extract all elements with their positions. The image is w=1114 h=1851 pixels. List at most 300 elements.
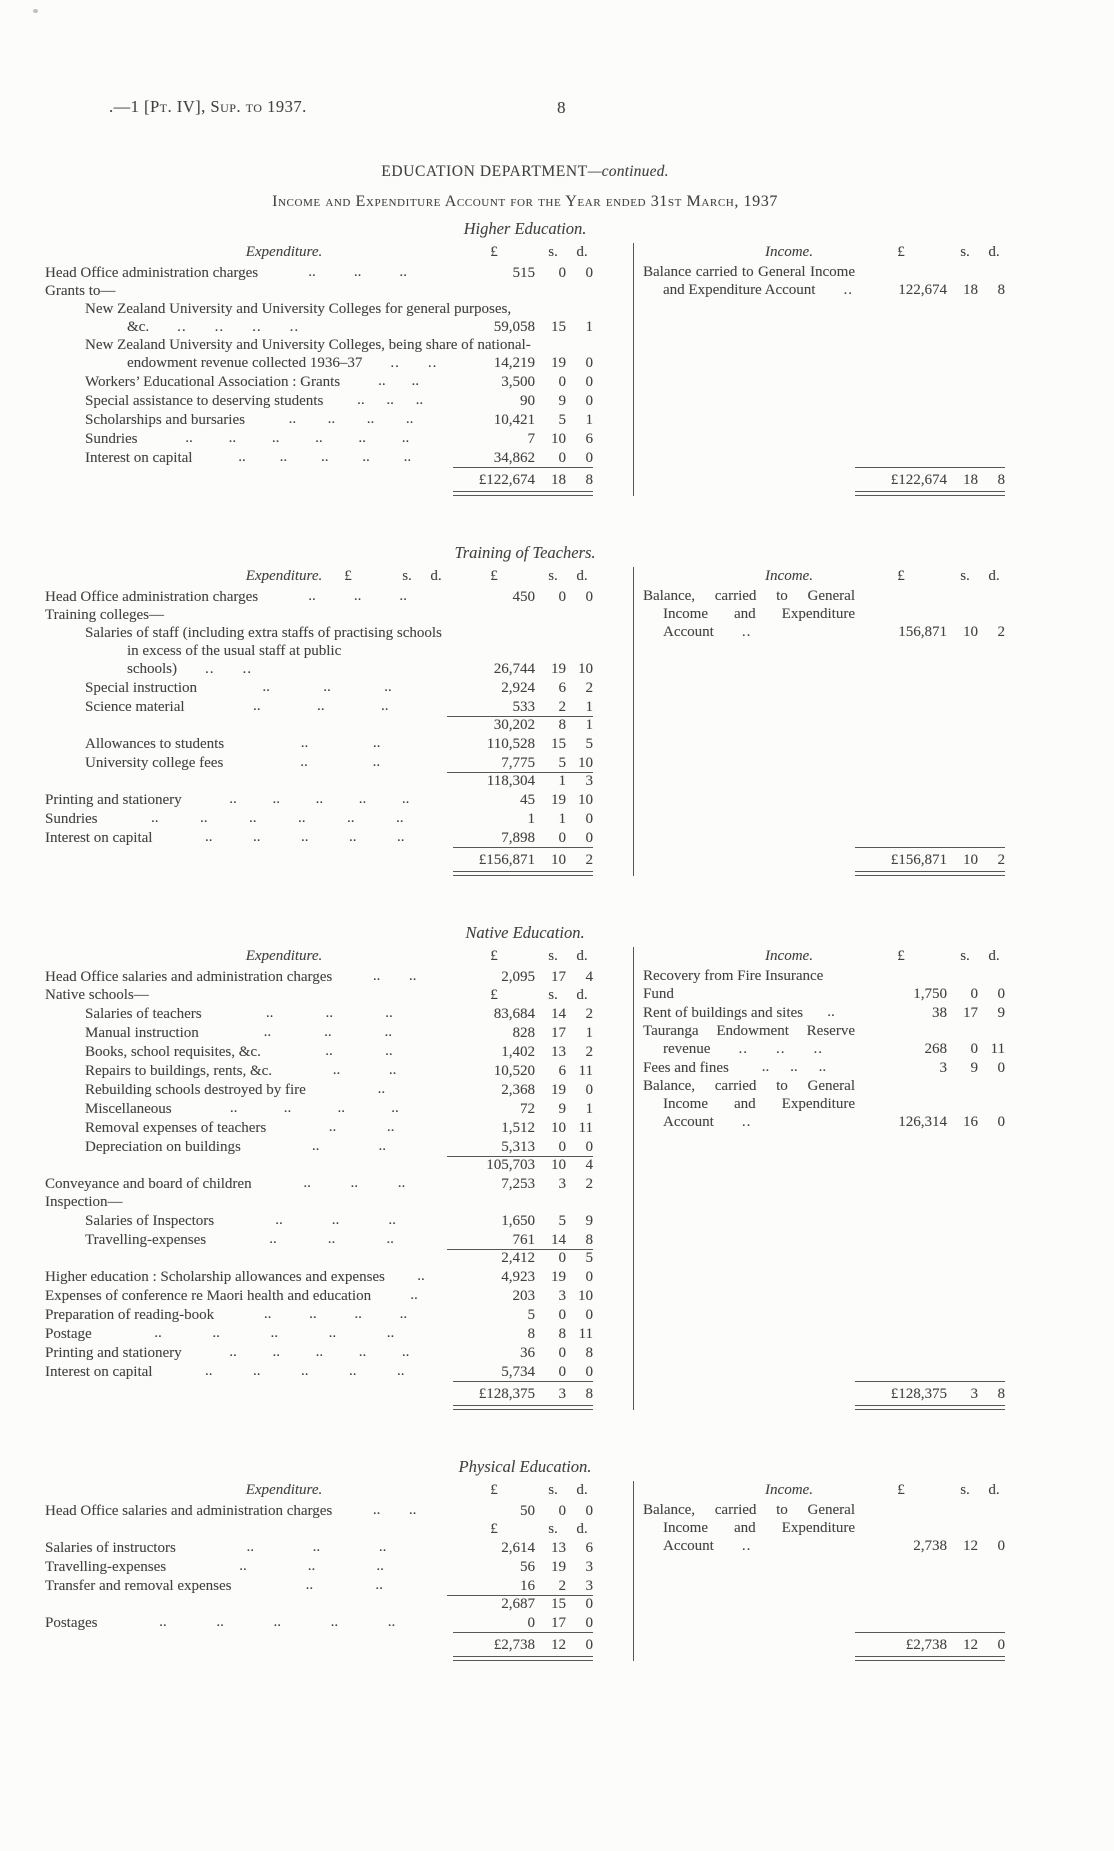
dot-leader: ..: [275, 1212, 283, 1228]
subtotal-rule: [447, 1156, 593, 1157]
money-amount: [453, 1043, 593, 1061]
amount-shillings: 0: [558, 1250, 566, 1266]
dot-leaders: [92, 1324, 453, 1343]
expenditure-row: [45, 1501, 593, 1520]
dot-leaders: [214, 1211, 453, 1230]
dot-leader: ..: [200, 810, 208, 826]
dot-leader: ..: [228, 430, 237, 446]
money-amount: [453, 1595, 593, 1613]
amount-shillings: 9: [558, 393, 566, 409]
amount-pence: 4: [585, 1157, 593, 1173]
row-label-cell: [45, 391, 453, 410]
dot-leader: ..: [185, 430, 193, 446]
dot-leader: ..: [279, 449, 288, 465]
expenditure-row: [45, 967, 593, 986]
dot-leader: ..: [154, 1325, 162, 1341]
subtotal-rule: [447, 1595, 593, 1596]
expenditure-row: [45, 1156, 593, 1174]
amount-shillings: 1: [558, 773, 566, 789]
money-cell: [453, 1231, 593, 1249]
amount-pence: 3: [585, 773, 593, 789]
row-label: Inspection—: [45, 1194, 123, 1210]
money-cell: [453, 1520, 593, 1538]
row-label-cell: [45, 697, 453, 716]
dot-leader: ..: [813, 1041, 823, 1057]
money-amount: [453, 791, 593, 809]
expenditure-label: Expenditure.: [245, 568, 323, 584]
total-row: [45, 467, 593, 496]
dot-leader: ..: [399, 264, 407, 280]
money-cell: [453, 735, 593, 753]
amount-pence: 3: [585, 1559, 593, 1575]
amount-shillings: 13: [551, 1044, 566, 1060]
dot-leaders: [202, 1004, 453, 1023]
amount-pounds: £128,375: [890, 1386, 947, 1402]
double-rule: [855, 491, 1005, 496]
expenditure-row: [45, 697, 593, 716]
money-amount: [453, 1081, 593, 1099]
expenditure-row: [45, 1305, 593, 1324]
pence-header: d.: [576, 568, 588, 584]
pounds-header: £: [490, 244, 498, 260]
amount-shillings: 18: [551, 472, 566, 488]
money-cell: [453, 1062, 593, 1080]
money-cell: [855, 623, 1005, 641]
money-column-headers: [453, 567, 593, 585]
amount-shillings: 0: [970, 986, 978, 1002]
pence-header: d.: [430, 568, 442, 584]
money-amount: [855, 1113, 1005, 1131]
money-amount: [855, 623, 1005, 641]
money-amount: [453, 1325, 593, 1343]
dot-leader: ..: [384, 679, 392, 695]
row-label: Tauranga Endowment Reserve revenue: [643, 1023, 855, 1057]
dot-leader: ..: [312, 1539, 321, 1555]
money-amount: [855, 1040, 1005, 1058]
money-cell: [453, 1119, 593, 1137]
dot-leaders: [258, 587, 453, 606]
expenditure-row: [45, 448, 593, 467]
money-column-headers: [453, 243, 593, 261]
money-amount: [855, 847, 1005, 871]
money-cell: [453, 791, 593, 809]
dot-leader: ..: [399, 1306, 408, 1322]
dot-leader: ..: [242, 661, 252, 677]
amount-shillings: 6: [558, 1063, 566, 1079]
expenditure-row: [45, 1099, 593, 1118]
expenditure-row: [45, 1230, 593, 1249]
money-column-headers: [453, 1481, 593, 1499]
amount-pence: 1: [585, 717, 593, 733]
dot-leader: ..: [408, 1502, 417, 1518]
pence-header: d.: [576, 948, 588, 964]
dot-leaders: [231, 1576, 453, 1595]
expenditure-row: [45, 1267, 593, 1286]
amount-shillings: 3: [970, 1386, 978, 1402]
amount-shillings: 9: [558, 1101, 566, 1117]
amount-pounds: 1,512: [501, 1120, 535, 1136]
row-label: Conveyance and board of children: [45, 1176, 252, 1192]
total-row: [643, 1632, 1005, 1661]
money-cell: [453, 588, 593, 606]
expenditure-row: [45, 1576, 593, 1595]
amount-pence: 0: [997, 1538, 1005, 1554]
dot-leader: ..: [388, 1212, 396, 1228]
money-amount: [855, 1537, 1005, 1555]
amount-pounds: 7: [527, 431, 535, 447]
amount-pence: 2: [585, 1176, 593, 1192]
amount-pounds: 5: [527, 1307, 535, 1323]
money-amount: [453, 1502, 593, 1520]
amount-pounds: 5,734: [501, 1364, 535, 1380]
amount-shillings: 0: [558, 265, 566, 281]
row-label: Balance, carried to General Income and Expenditure Account: [643, 588, 855, 640]
dot-leaders: [332, 1501, 453, 1520]
shillings-header: s.: [548, 244, 558, 260]
dot-leaders: [332, 967, 453, 986]
income-label: Income.: [765, 244, 813, 260]
dot-leader: ..: [354, 1306, 362, 1322]
total-amount: [855, 847, 1005, 876]
money-amount: [453, 1306, 593, 1324]
row-label: University college fees: [85, 755, 224, 771]
money-cell: [453, 1024, 593, 1042]
pounds-header: £: [897, 1482, 905, 1498]
amount-pounds: 38: [932, 1005, 947, 1021]
row-label: Depreciation on buildings: [85, 1139, 241, 1155]
amount-pounds: 90: [520, 393, 535, 409]
amount-pounds: 828: [512, 1025, 535, 1041]
row-label-cell: [45, 753, 453, 772]
amount-pence: 9: [997, 1005, 1005, 1021]
money-header-cell: [453, 567, 593, 585]
money-amount: [855, 985, 1005, 1003]
amount-shillings: 0: [558, 1307, 566, 1323]
dot-leaders: [261, 1042, 453, 1061]
dot-leader: ..: [372, 754, 381, 770]
spacer: [45, 467, 453, 496]
dot-leader: ..: [401, 1344, 410, 1360]
expenditure-row: [45, 1042, 593, 1061]
money-amount: [453, 318, 593, 336]
amount-pence: 4: [585, 969, 593, 985]
section-title: Physical Education.: [458, 1457, 592, 1476]
dot-leader: ..: [300, 1363, 309, 1379]
section-native-education: [45, 924, 1005, 1410]
pounds-header: £: [490, 1482, 498, 1498]
expenditure-header: [45, 947, 593, 965]
row-label: Sundries: [45, 811, 98, 827]
account-higher-education: [45, 243, 1005, 496]
total-row: [643, 847, 1005, 876]
money-amount: [453, 1363, 593, 1381]
amount-pounds: 1,750: [913, 986, 947, 1002]
section-title: Native Education.: [465, 923, 585, 942]
amount-shillings: 16: [963, 1114, 978, 1130]
money-cell: [453, 1100, 593, 1118]
amount-pounds: 105,703: [486, 1157, 535, 1173]
dot-leader: ..: [309, 1306, 317, 1322]
amount-shillings: 12: [963, 1538, 978, 1554]
amount-pence: 0: [585, 1307, 593, 1323]
amount-pence: 8: [997, 1386, 1005, 1402]
row-label: Manual instruction: [85, 1025, 199, 1041]
spacer: [643, 1632, 855, 1661]
money-amount: [453, 1249, 593, 1267]
dot-leaders: [241, 1137, 453, 1156]
income-header: [643, 1481, 1005, 1499]
amount-pence: 0: [997, 1637, 1005, 1653]
row-label: Recovery from Fire Insurance Fund: [643, 968, 824, 1002]
row-label: Expenses of conference re Maori health and education: [45, 1288, 372, 1304]
amount-pence: 0: [585, 1139, 593, 1155]
dot-leader: ..: [246, 1539, 254, 1555]
money-cell: [453, 430, 593, 448]
money-cell: [453, 1212, 593, 1230]
row-label: Head Office salaries and administration charges: [45, 969, 333, 985]
pounds-header: £: [490, 987, 498, 1003]
amount-pounds: 83,684: [493, 1006, 535, 1022]
money-cell: [855, 281, 1005, 299]
row-label-cell: [45, 1557, 453, 1576]
income-pane: [633, 243, 1005, 496]
dot-leader: ..: [397, 1175, 406, 1191]
row-label: Miscellaneous: [85, 1101, 172, 1117]
amount-pounds: 72: [520, 1101, 535, 1117]
amount-shillings: 10: [551, 852, 566, 868]
dot-leaders: [258, 263, 453, 282]
pence-header: d.: [988, 948, 1000, 964]
income-pane: [633, 567, 1005, 876]
money-cell: [453, 1363, 593, 1381]
row-label-cell: [45, 429, 453, 448]
dot-leader: ..: [151, 810, 159, 826]
amount-pence: 0: [585, 589, 593, 605]
money-column-headers: [855, 1481, 1005, 1499]
row-label-cell: [45, 734, 453, 753]
dot-leader: ..: [324, 1024, 332, 1040]
double-rule: [453, 1405, 593, 1410]
amount-shillings: 19: [551, 1559, 566, 1575]
money-header-cell: [855, 567, 1005, 585]
row-label-cell: [45, 624, 453, 678]
money-cell: [855, 1113, 1005, 1131]
amount-pounds: 2,368: [501, 1082, 535, 1098]
money-amount: [453, 1100, 593, 1118]
double-rule: [453, 491, 593, 496]
row-label-cell: [643, 1003, 855, 1022]
amount-pounds: 7,253: [501, 1176, 535, 1192]
dot-leader: ..: [375, 1577, 383, 1593]
amount-shillings: 10: [963, 852, 978, 868]
row-label: Balance, carried to General Income and Expenditure Account: [643, 1502, 855, 1554]
money-amount: [453, 735, 593, 753]
amount-shillings: 0: [970, 1041, 978, 1057]
row-label: Training colleges—: [45, 607, 165, 623]
section-title: Higher Education.: [463, 219, 587, 238]
pence-header: d.: [576, 987, 588, 1003]
pounds-header: £: [344, 568, 352, 584]
report-reference: .—1 [Pt. IV], Sup. to 1937.: [109, 97, 307, 116]
amount-shillings: 14: [551, 1006, 566, 1022]
dot-leader: ..: [229, 1100, 238, 1116]
dot-leader: ..: [288, 411, 297, 427]
amount-shillings: 19: [551, 792, 566, 808]
amount-shillings: 19: [551, 355, 566, 371]
dot-leaders: [192, 448, 453, 467]
double-rule: [855, 1656, 1005, 1661]
amount-pounds: 2,412: [501, 1250, 535, 1266]
money-cell: [453, 318, 593, 336]
amount-pence: 11: [578, 1063, 593, 1079]
shillings-header: s.: [960, 568, 970, 584]
amount-pence: 2: [585, 852, 593, 868]
money-cell: [453, 1502, 593, 1520]
dot-leader: ..: [738, 1041, 748, 1057]
money-amount: [453, 1614, 593, 1632]
amount-pence: 1: [585, 699, 593, 715]
spacer: [643, 847, 855, 876]
amount-pence: 10: [578, 755, 593, 771]
amount-shillings: 0: [558, 374, 566, 390]
dot-leader: ..: [315, 430, 323, 446]
dot-leaders: [306, 1080, 453, 1099]
money-cell: [453, 1156, 593, 1174]
dot-leaders: [245, 410, 453, 429]
dot-leaders: [206, 1230, 453, 1249]
income-row: [643, 967, 1005, 1003]
double-rule: [453, 1656, 593, 1661]
money-cell: [453, 264, 593, 282]
money-cell: [453, 660, 593, 678]
dot-leader: ..: [350, 1175, 359, 1191]
double-rule: [855, 871, 1005, 876]
amount-pounds: 7,775: [501, 755, 535, 771]
amount-pence: 2: [997, 852, 1005, 868]
row-label: New Zealand University and University Colleges, being share of national-endowment revenue collected 1936–37: [85, 337, 531, 371]
money-amount: [453, 1539, 593, 1557]
amount-pounds: 34,862: [493, 450, 535, 466]
money-cell: [453, 1614, 593, 1632]
dot-leader: ..: [353, 588, 362, 604]
row-label: Higher education : Scholarship allowances and expenses: [45, 1269, 385, 1285]
money-column-headers: [855, 567, 1005, 585]
expenditure-pane: [45, 1481, 633, 1661]
dot-leader: ..: [427, 355, 438, 371]
amount-pounds: £122,674: [890, 472, 947, 488]
dot-leader: ..: [348, 829, 357, 845]
amount-pence: 9: [585, 1213, 593, 1229]
amount-pounds: 2,924: [501, 680, 535, 696]
amount-pence: 0: [585, 811, 593, 827]
row-label: Balance, carried to General Income and Expenditure Account: [643, 1078, 855, 1130]
account-training-of-teachers: [45, 567, 1005, 876]
money-cell: [453, 716, 593, 734]
dot-leader: ..: [330, 1614, 339, 1630]
amount-pounds: 122,674: [898, 282, 947, 298]
income-header: [643, 567, 1005, 585]
amount-shillings: 18: [963, 472, 978, 488]
row-label: Workers’ Educational Association : Grants: [85, 374, 341, 390]
dot-leader: ..: [376, 1558, 384, 1574]
row-label: Native schools—: [45, 987, 149, 1003]
expenditure-row: [45, 772, 593, 790]
dot-leader: ..: [347, 810, 355, 826]
dot-leaders: [197, 678, 453, 697]
dot-leader: ..: [252, 829, 261, 845]
row-label-cell: [45, 1137, 453, 1156]
money-column-headers: [307, 567, 447, 585]
subtotal-rule: [447, 1249, 593, 1250]
dot-leader: ..: [320, 449, 329, 465]
total-amount: [453, 1381, 593, 1410]
dot-leader: ..: [386, 1325, 395, 1341]
amount-pounds: 156,871: [898, 624, 947, 640]
amount-pence: 0: [585, 265, 593, 281]
dot-leader: ..: [239, 1558, 247, 1574]
amount-pounds: 4,923: [501, 1269, 535, 1285]
row-label: Science material: [85, 699, 185, 715]
money-cell: [453, 968, 593, 986]
expenditure-label: Expenditure.: [245, 1482, 323, 1498]
dot-leader: ..: [843, 282, 853, 298]
money-amount: [453, 1632, 593, 1656]
amount-pounds: 30,202: [493, 717, 535, 733]
money-amount: [453, 430, 593, 448]
dot-leaders: [224, 734, 453, 753]
amount-shillings: 8: [558, 717, 566, 733]
row-label-cell: [45, 678, 453, 697]
amount-pence: 2: [997, 624, 1005, 640]
row-label: New Zealand University and University Colleges for general purposes, &c.: [85, 301, 512, 335]
shillings-header: s.: [960, 948, 970, 964]
amount-pence: 8: [585, 1386, 593, 1402]
row-label-cell: [45, 1538, 453, 1557]
money-amount: [453, 968, 593, 986]
amount-pounds: 5,313: [501, 1139, 535, 1155]
row-label-cell: [643, 967, 855, 1003]
money-cell: [453, 411, 593, 429]
money-cell: [453, 1175, 593, 1193]
dot-leader: ..: [396, 829, 405, 845]
dot-leader: ..: [327, 411, 336, 427]
dot-leaders: [152, 828, 453, 847]
dot-leader: ..: [761, 1059, 770, 1075]
amount-pounds: 10,520: [493, 1063, 535, 1079]
expenditure-row: [45, 828, 593, 847]
amount-pence: 8: [585, 1345, 593, 1361]
money-amount: [453, 449, 593, 467]
dot-leader: ..: [205, 661, 215, 677]
dot-leader: ..: [386, 392, 394, 408]
pence-header: d.: [576, 1482, 588, 1498]
amount-pounds: 8: [527, 1326, 535, 1342]
section-training-of-teachers: [45, 544, 1005, 876]
amount-shillings: 12: [963, 1637, 978, 1653]
income-row: [643, 1501, 1005, 1555]
amount-shillings: 0: [558, 1345, 566, 1361]
money-column-headers: [855, 243, 1005, 261]
dot-leaders: [385, 1267, 453, 1286]
row-label: Head Office salaries and administration charges: [45, 1503, 333, 1519]
dot-leader: ..: [305, 1577, 314, 1593]
amount-pounds: 2,738: [913, 1538, 947, 1554]
money-amount: [453, 1344, 593, 1362]
dot-leader: ..: [263, 1024, 272, 1040]
money-amount: [453, 1287, 593, 1305]
money-cell: [855, 985, 1005, 1003]
income-row: [643, 1077, 1005, 1131]
